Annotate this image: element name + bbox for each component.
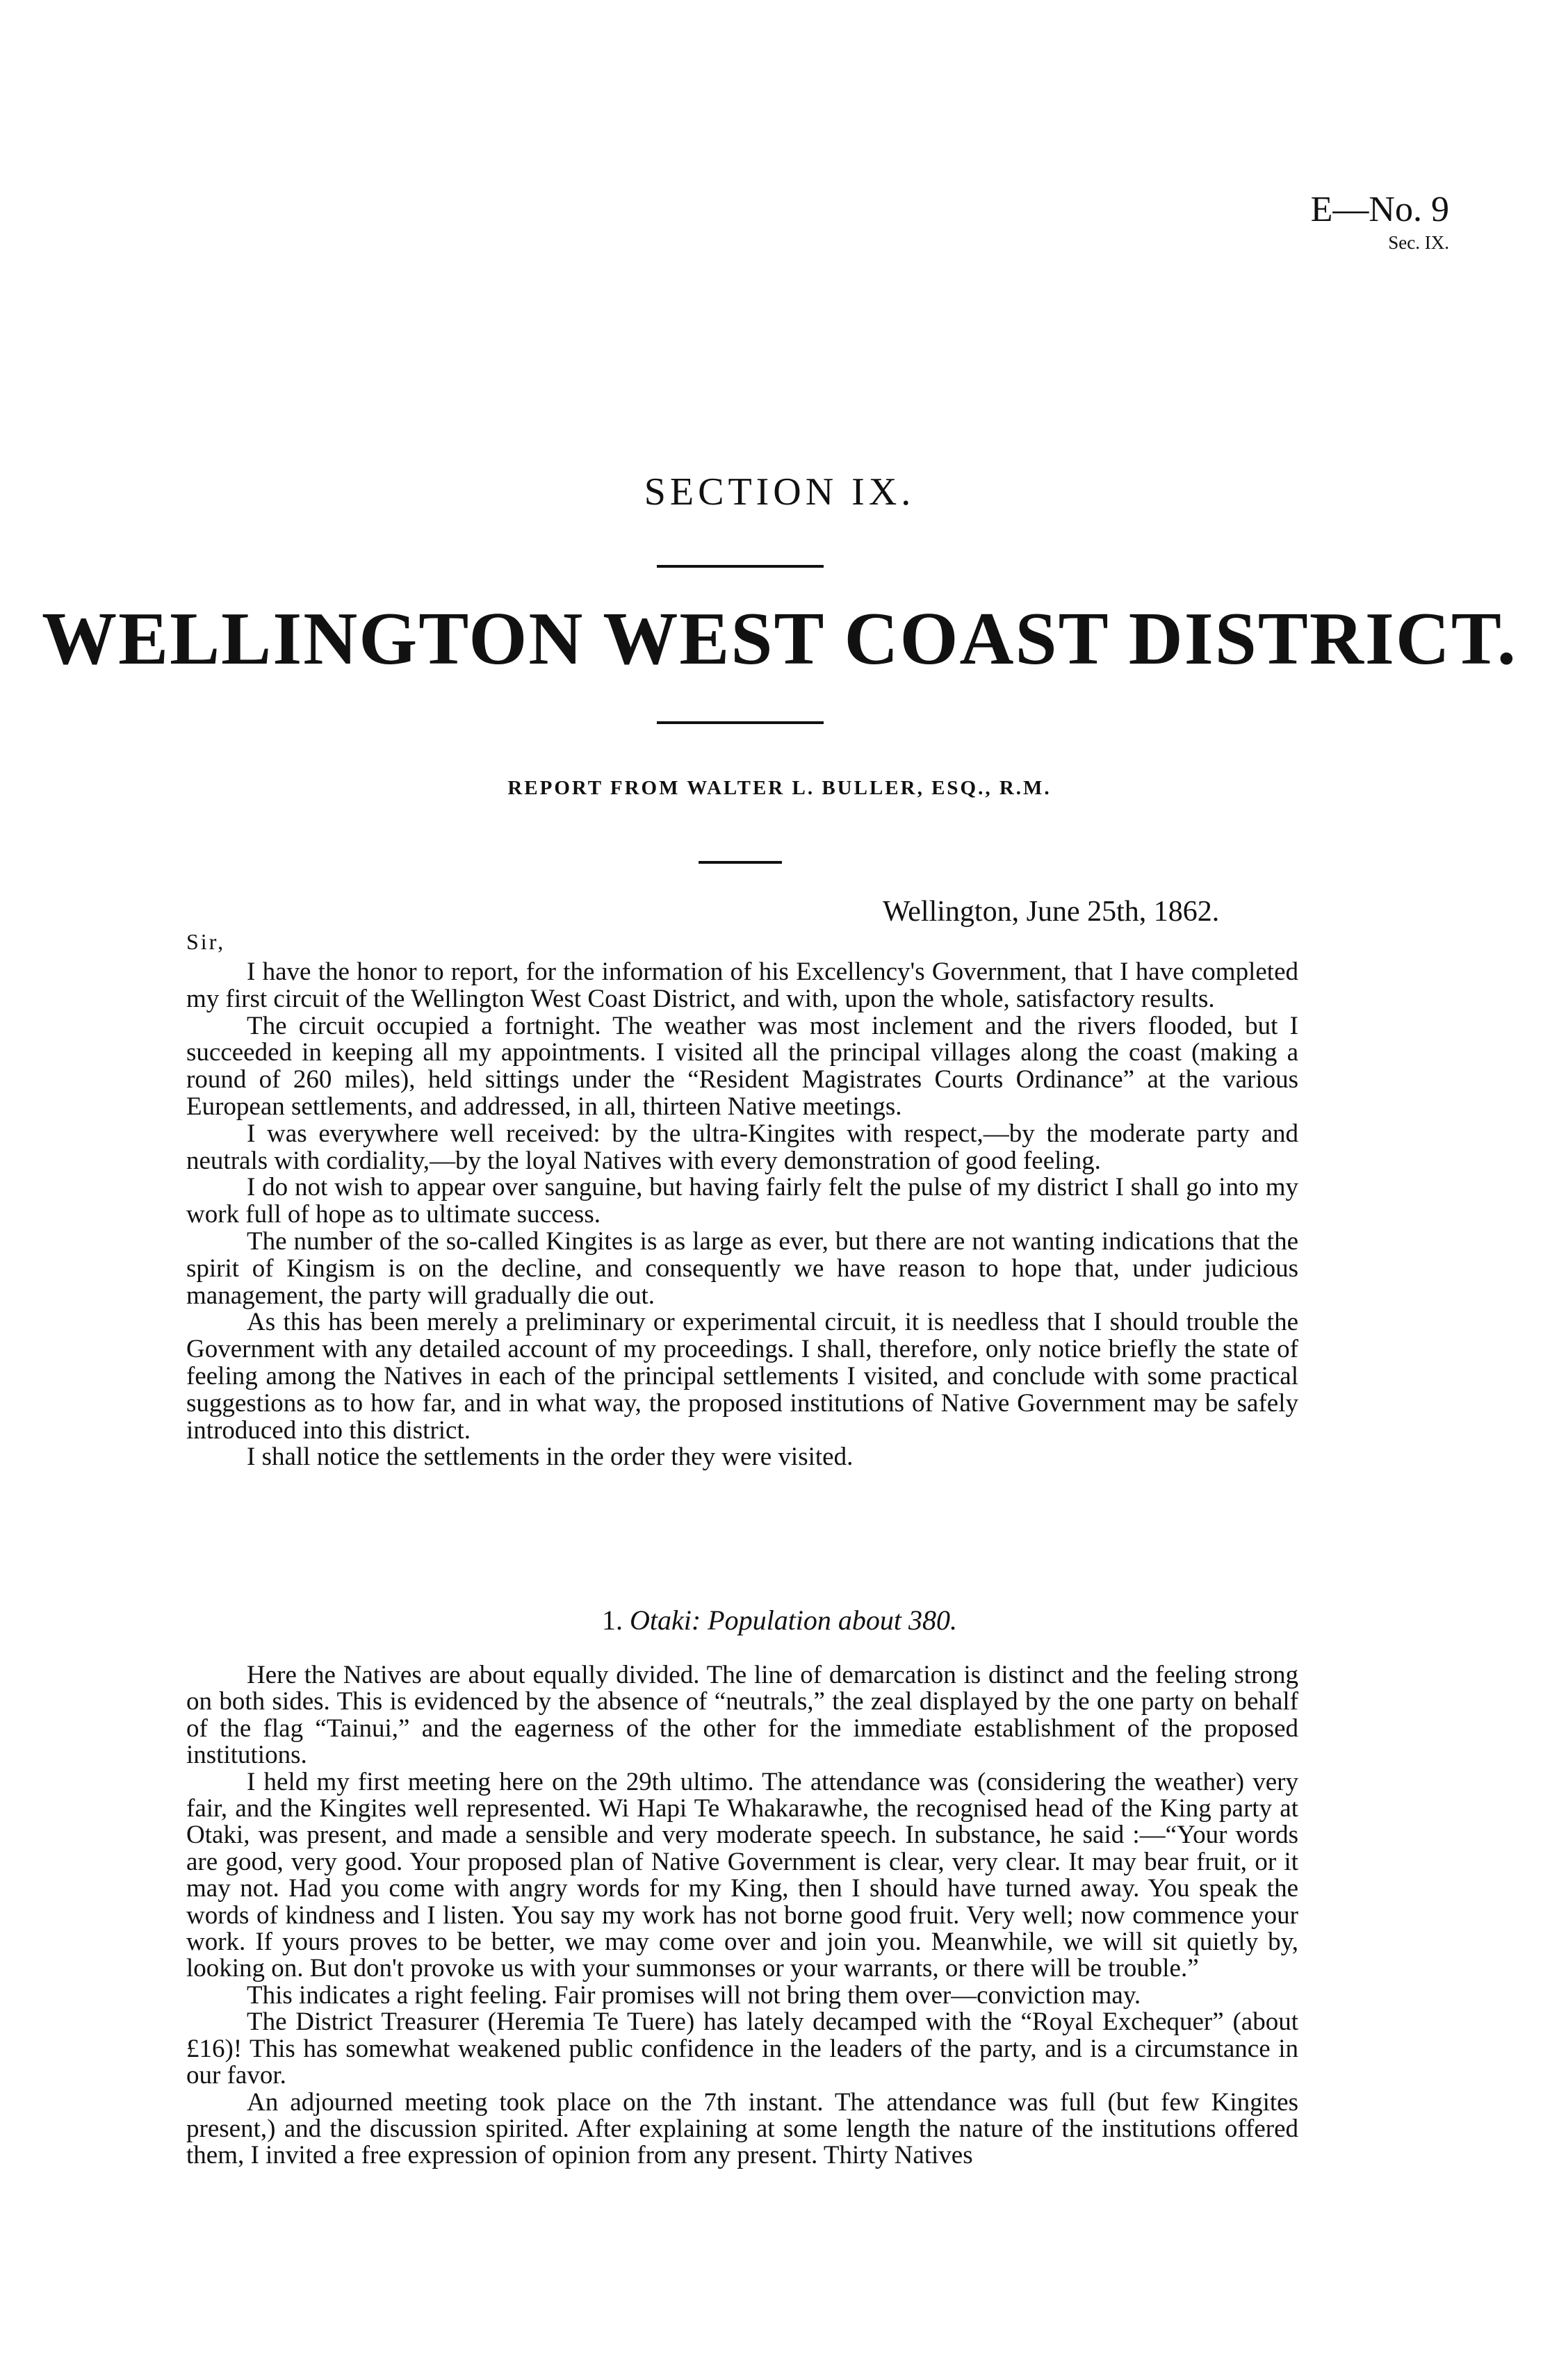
divider-rule (699, 861, 782, 864)
section-title: SECTION IX. (644, 470, 915, 514)
subheading-number: 1. (601, 1605, 623, 1636)
letter-body (186, 959, 1298, 1471)
letter-salutation: Sir, (186, 929, 226, 954)
paragraph: An adjourned meeting took place on the 7th instant. The attendance was full (but few Kingites present,) and the discussion spirited. After explaining at some length the nature of the institutions offered them, I invited a free expression of opinion from any present. Thirty Natives (186, 2087, 1298, 2170)
section-reference: Sec. IX. (1388, 232, 1449, 253)
settlement-subheading (0, 1604, 1559, 1636)
paragraph: The District Treasurer (Heremia Te Tuere) has lately decamped with the “Royal Exchequer” (about £16)! This has somewhat weakened public confidence in the leaders of the party, and is a circumstance in our favor. (186, 2008, 1298, 2090)
paragraph: The number of the so-called Kingites is as large as ever, but there are not wanting indications that the spirit of Kingism is on the decline, and consequently we have reason to hope that, under judicious management, the party will gradually die out. (186, 1226, 1298, 1310)
divider-rule (657, 721, 824, 724)
paragraph: Here the Natives are about equally divided. The line of demarcation is distinct and the feeling strong on both sides. This is evidenced by the absence of “neutrals,” the zeal displayed by the one party on behalf of the flag “Tainui,” and the eagerness of the other for the immediate establishment of the proposed institutions. (186, 1661, 1298, 1770)
subheading-population: Population about 380. (708, 1605, 958, 1636)
divider-rule (657, 565, 824, 568)
paragraph: I held my first meeting here on the 29th ultimo. The attendance was (considering the weather) very fair, and the Kingites well represented. Wi Hapi Te Whakarawhe, the recognised head of the King party at Otaki, was present, and made a sensible and very moderate speech. In substance, he said :—“Your words are good, very good. Your proposed plan of Native Government is clear, very clear. It may bear fruit, or it may not. Had you come with angry words for my King, then I should have turned away. You speak the words of kindness and I listen. You say my work has not borne good fruit. Very well; now commence your work. If yours proves to be better, we may come over and join you. Meanwhile, we will sit quietly by, looking on. But don't provoke us with your summonses or your warrants, or there will be trouble.” (186, 1767, 1298, 1983)
report-author-line: REPORT FROM WALTER L. BULLER, ESQ., R.M. (507, 777, 1052, 799)
paragraph: The circuit occupied a fortnight. The weather was most inclement and the rivers flooded, but I succeeded in keeping all my appointments. I visited all the principal villages along the coast (making a round of 260 miles), held sittings under the “Resident Magistrates Courts Ordinance” at the various European settlements, and addressed, in all, thirteen Native meetings. (186, 1011, 1298, 1121)
otaki-section-body (186, 1662, 1298, 2169)
paragraph: I shall notice the settlements in the order they were visited. (247, 1443, 854, 1472)
paragraph: I have the honor to report, for the information of his Excellency's Government, that I have completed my first circuit of the Wellington West Coast District, and with, upon the whole, satisfactory results. (186, 958, 1298, 1013)
district-title: WELLINGTON WEST COAST DISTRICT. (42, 598, 1517, 680)
paragraph: This indicates a right feeling. Fair promises will not bring them over—conviction may. (247, 1980, 1141, 2010)
paragraph: I do not wish to appear over sanguine, but having fairly felt the pulse of my district I shall go into my work full of hope as to ultimate success. (186, 1173, 1298, 1229)
reference-block (1185, 189, 1449, 254)
letter-dateline: Wellington, June 25th, 1862. (883, 896, 1220, 928)
paragraph: I was everywhere well received: by the ultra-Kingites with respect,—by the moderate party and neutrals with cordiality,—by the loyal Natives with every demonstration of good feeling. (186, 1119, 1298, 1175)
subheading-place: Otaki: (629, 1605, 701, 1636)
paragraph: As this has been merely a preliminary or experimental circuit, it is needless that I should trouble the Government with any detailed account of my proceedings. I shall, therefore, only notice briefly the state of feeling among the Natives in each of the principal settlements I visited, and conclude with some practical suggestions as to how far, and in what way, the proposed institutions of Native Government may be safely introduced into this district. (186, 1308, 1298, 1445)
paper-reference: E—No. 9 (1310, 190, 1449, 229)
